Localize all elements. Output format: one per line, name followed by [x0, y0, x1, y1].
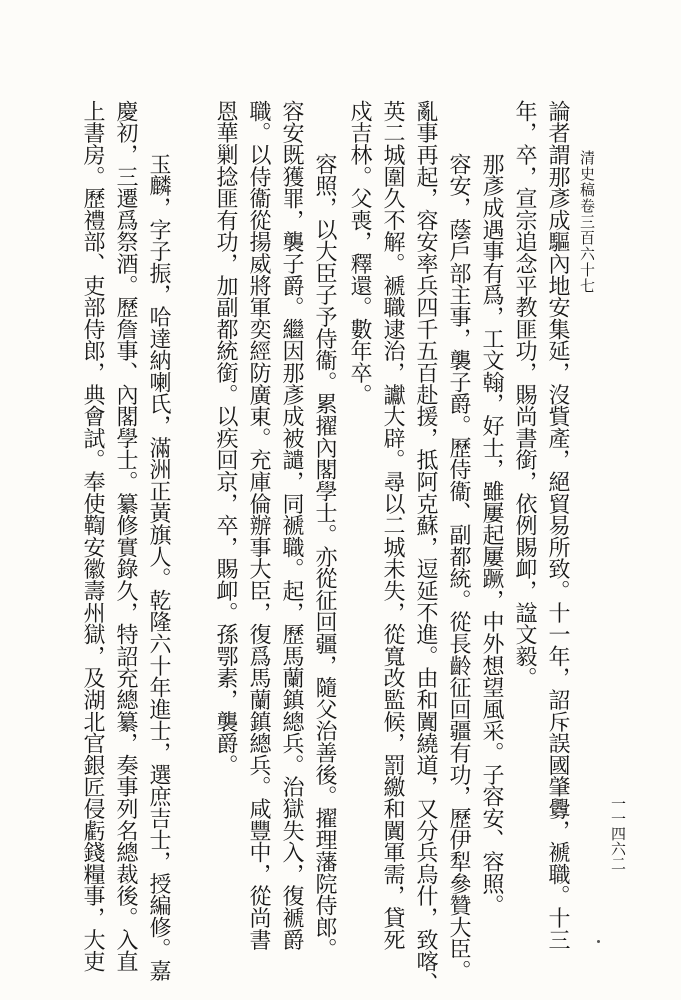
text-column: 容照，以大臣子予侍衞。累擢內閣學士。亦從征回疆，隨父治善後。擢理藩院侍郎。 — [312, 153, 337, 960]
text-column: 恩華剿捻匪有功，加副都統銜。以疾回京，卒，賜卹。孫鄂素，襲爵。 — [213, 100, 238, 776]
text-column: 戍吉林。父喪，釋還。數年卒。 — [347, 100, 372, 406]
text-column: 論者謂那彥成驅內地安集延，沒貲產，絕貿易所致。十一年，詔斥誤國肇釁，褫職。十三 — [545, 100, 570, 951]
text-column: 亂事再起，容安率兵四千五百赴援，抵阿克蘇，逗延不進。由和闐繞道，又分兵烏什，致喀、 — [413, 100, 438, 994]
stray-mark — [597, 940, 600, 943]
page-number: 一一四六二 — [609, 796, 627, 871]
text-column: 容安，蔭戶部主事，襲子爵。歷侍衞、副都統。從長齡征回疆有功，歷伊犁參贊大臣。 — [446, 153, 471, 982]
running-header-title: 清史稿卷三百六十七 — [578, 150, 596, 294]
text-column: 英二城圍久不解。褫職逮治，讞大辟。尋以二城未失，從寬改監候，罰繳和闐軍需，貸死 — [380, 100, 405, 951]
text-column: 容安既獲罪，襲子爵。繼因那彥成被譴，同褫職。起，歷馬蘭鎮總兵。治獄失入，復褫爵 — [279, 100, 304, 951]
text-column: 玉麟，字子振，哈達納喇氏，滿洲正黃旗人。乾隆六十年進士，選庶吉士，授編修。嘉 — [146, 153, 171, 982]
text-column: 上書房。歷禮部、吏部侍郎，典會試。奉使鞫安徽壽州獄，及湖北官銀匠侵虧錢糧事，大吏 — [80, 100, 105, 973]
text-column: 那彥成遇事有爲，工文翰，好士，雖屢起屢蹶，中外想望風采。子容安、容照。 — [479, 153, 504, 917]
text-column: 職。以侍衞從揚威將軍奕經防廣東。充庫倫辦事大臣，復爲馬蘭鎮總兵。咸豐中，從尚書 — [246, 100, 271, 951]
text-column: 年，卒，宣宗追念平教匪功，賜尚書銜，依例賜卹，諡文毅。 — [512, 100, 537, 689]
text-column: 慶初，三遷爲祭酒。歷詹事、內閣學士。纂修實錄久，特詔充總纂，奏事列名總裁後。入直 — [113, 100, 138, 973]
